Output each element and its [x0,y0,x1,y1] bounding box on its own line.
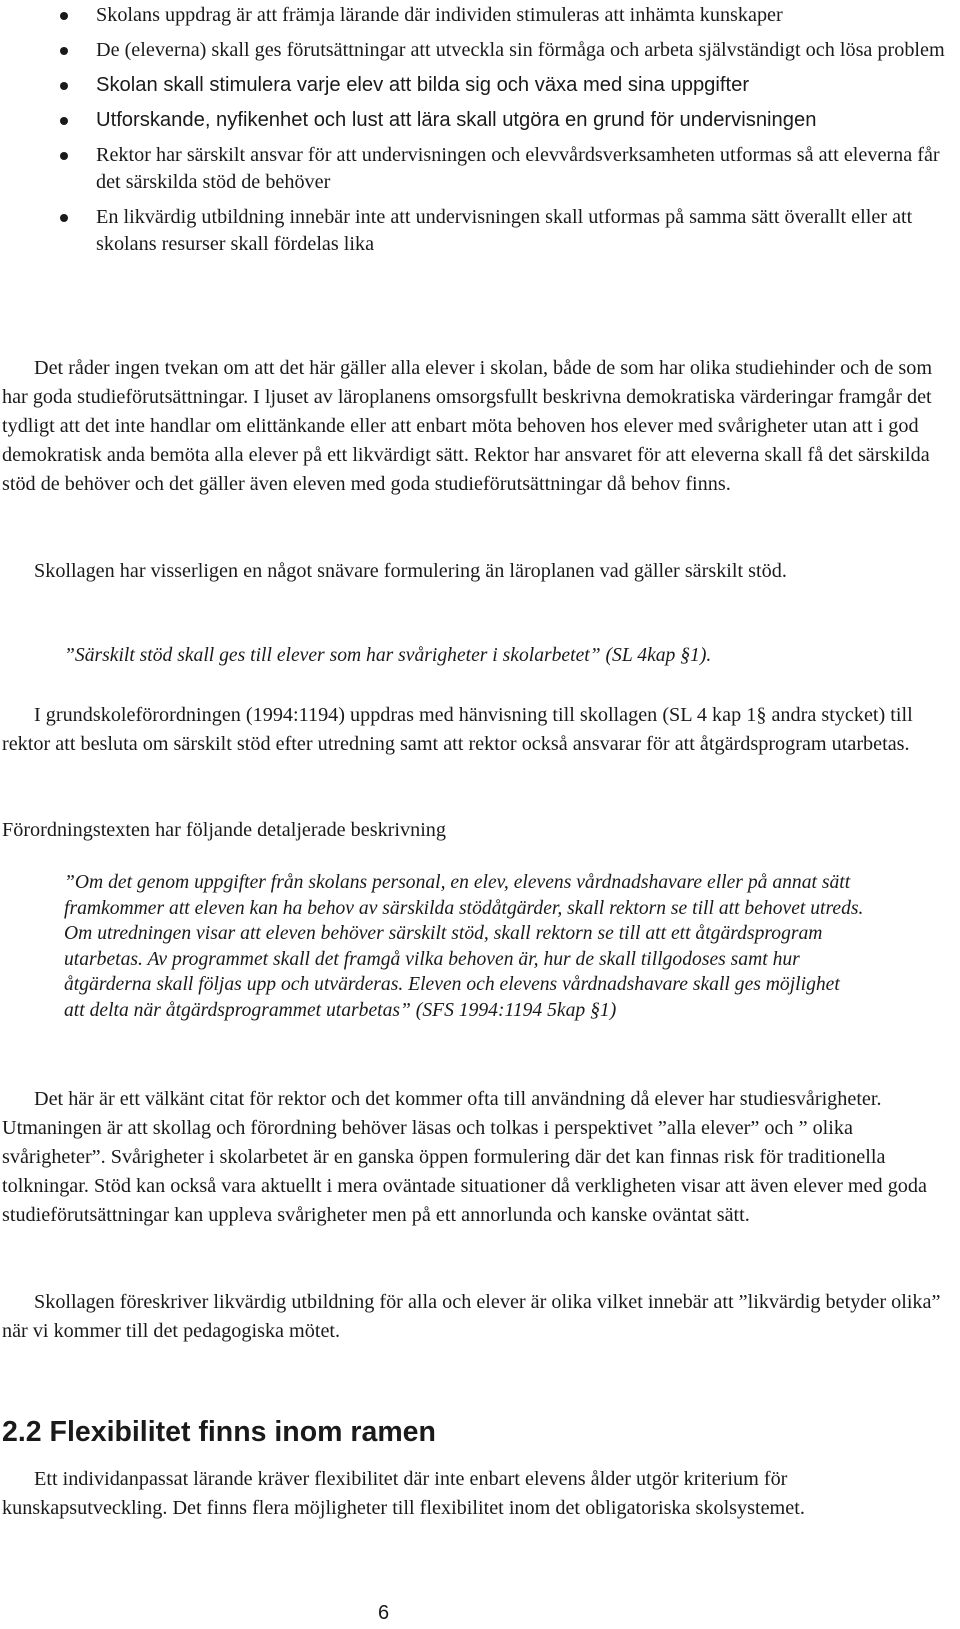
list-item-text: Skolan skall stimulera varje elev att bilda sig och växa med sina uppgifter [96,74,750,96]
list-item-text: Skolans uppdrag är att främja lärande där individen stimuleras att inhämta kunskaper [96,4,783,26]
bullet-icon [60,82,68,90]
bullet-icon [60,117,68,125]
paragraph-ordinance-intro: Förordningstexten har följande detaljerade beskrivning [2,819,446,841]
bullet-icon [60,47,68,55]
bullet-icon [60,152,68,160]
paragraph-ordinance: I grundskoleförordningen (1994:1194) uppdras med hänvisning till skollagen (SL 4 kap 1§ andra stycket) till rektor att besluta om särskilt stöd efter utredning samt att rektor också ansvarar för att åtgärdsprogram utarbetas. [2,704,913,755]
list-item-text: En likvärdig utbildning innebär inte att undervisningen skall utformas på samma sätt överallt eller att skolans resurser skall fördelas lika [96,206,913,255]
list-item-text: De (eleverna) skall ges förutsättningar att utveckla sin förmåga och arbeta självständigt och lösa problem [96,39,945,61]
list-item-text: Rektor har särskilt ansvar för att undervisningen och elevvårdsverksamheten utformas så att eleverna får det särskilda stöd de behöver [96,144,940,193]
page-number: 6 [378,1602,390,1624]
section-heading: 2.2 Flexibilitet finns inom ramen [2,1416,436,1448]
list-item [60,142,950,196]
paragraph-well-known-quote: Det här är ett välkänt citat för rektor och det kommer ofta till användning då elever har studiesvårigheter. Utmaningen är att skollag och förordning behöver läsas och tolkas i perspektivet ”alla elever” och ” olika svårigheter”. Svårigheter i skolarbetet är en ganska öppen formulering där det kan finnas risk för traditionella tolkningar. Stöd kan också vara aktuellt i mera oväntade situationer då verkligheten visar att även elever med goda studieförutsättningar kan uppleva svårigheter men på ett annorlunda och kanske oväntat sätt. [2,1088,927,1226]
list-item [60,204,950,258]
quote-ordinance: ”Om det genom uppgifter från skolans personal, en elev, elevens vårdnadshavare eller på annat sätt framkommer att eleven kan ha behov av särskilda stödåtgärder, skall rektorn se till att behovet utreds. Om utredningen visar att eleven behöver särskilt stöd, skall rektorn se till att ett åtgärdsprogram utarbetas. Av programmet skall det framgå vilka behoven är, hur de skall tillgodoses samt hur åtgärderna skall följas upp och utvärderas. Eleven och elevens vårdnadshavare skall ges möjlighet att delta när åtgärdsprogrammet utarbetas” (SFS 1994:1194 5kap §1) [64,872,864,1021]
quote-school-law: ”Särskilt stöd skall ges till elever som har svårigheter i skolarbetet” (SL 4kap §1). [64,645,712,666]
paragraph-equal-support: Det råder ingen tvekan om att det här gäller alla elever i skolan, både de som har olika studiehinder och de som har goda studieförutsättningar. I ljuset av läroplanens omsorgsfullt beskrivna demokratiska värderingar framgår det tydligt att det inte handlar om elittänkande eller att enbart möta behoven hos elever med svårigheter utan att i god demokratisk anda bemöta alla elever på ett likvärdigt sätt. Rektor har ansvaret för att eleverna skall få det särskilda stöd de behöver och det gäller även eleven med goda studieförutsättningar då behov finns. [2,357,933,495]
bullet-icon [60,12,68,20]
list-item [60,2,950,29]
list-item [60,107,950,134]
list-item [60,37,950,64]
paragraph-equal-education: Skollagen föreskriver likvärdig utbildning för alla och elever är olika vilket innebär att ”likvärdig betyder olika” när vi kommer till det pedagogiska mötet. [2,1291,941,1342]
list-item-text: Utforskande, nyfikenhet och lust att lära skall utgöra en grund för undervisningen [96,109,817,131]
paragraph-school-law: Skollagen har visserligen en något snävare formulering än läroplanen vad gäller särskilt stöd. [34,560,787,582]
paragraph-flexibility: Ett individanpassat lärande kräver flexibilitet där inte enbart elevens ålder utgör kriterium för kunskapsutveckling. Det finns flera möjligheter till flexibilitet inom det obligatoriska skolsystemet. [2,1468,805,1519]
goal-bullet-list [60,2,950,266]
bullet-icon [60,214,68,222]
list-item [60,72,950,99]
